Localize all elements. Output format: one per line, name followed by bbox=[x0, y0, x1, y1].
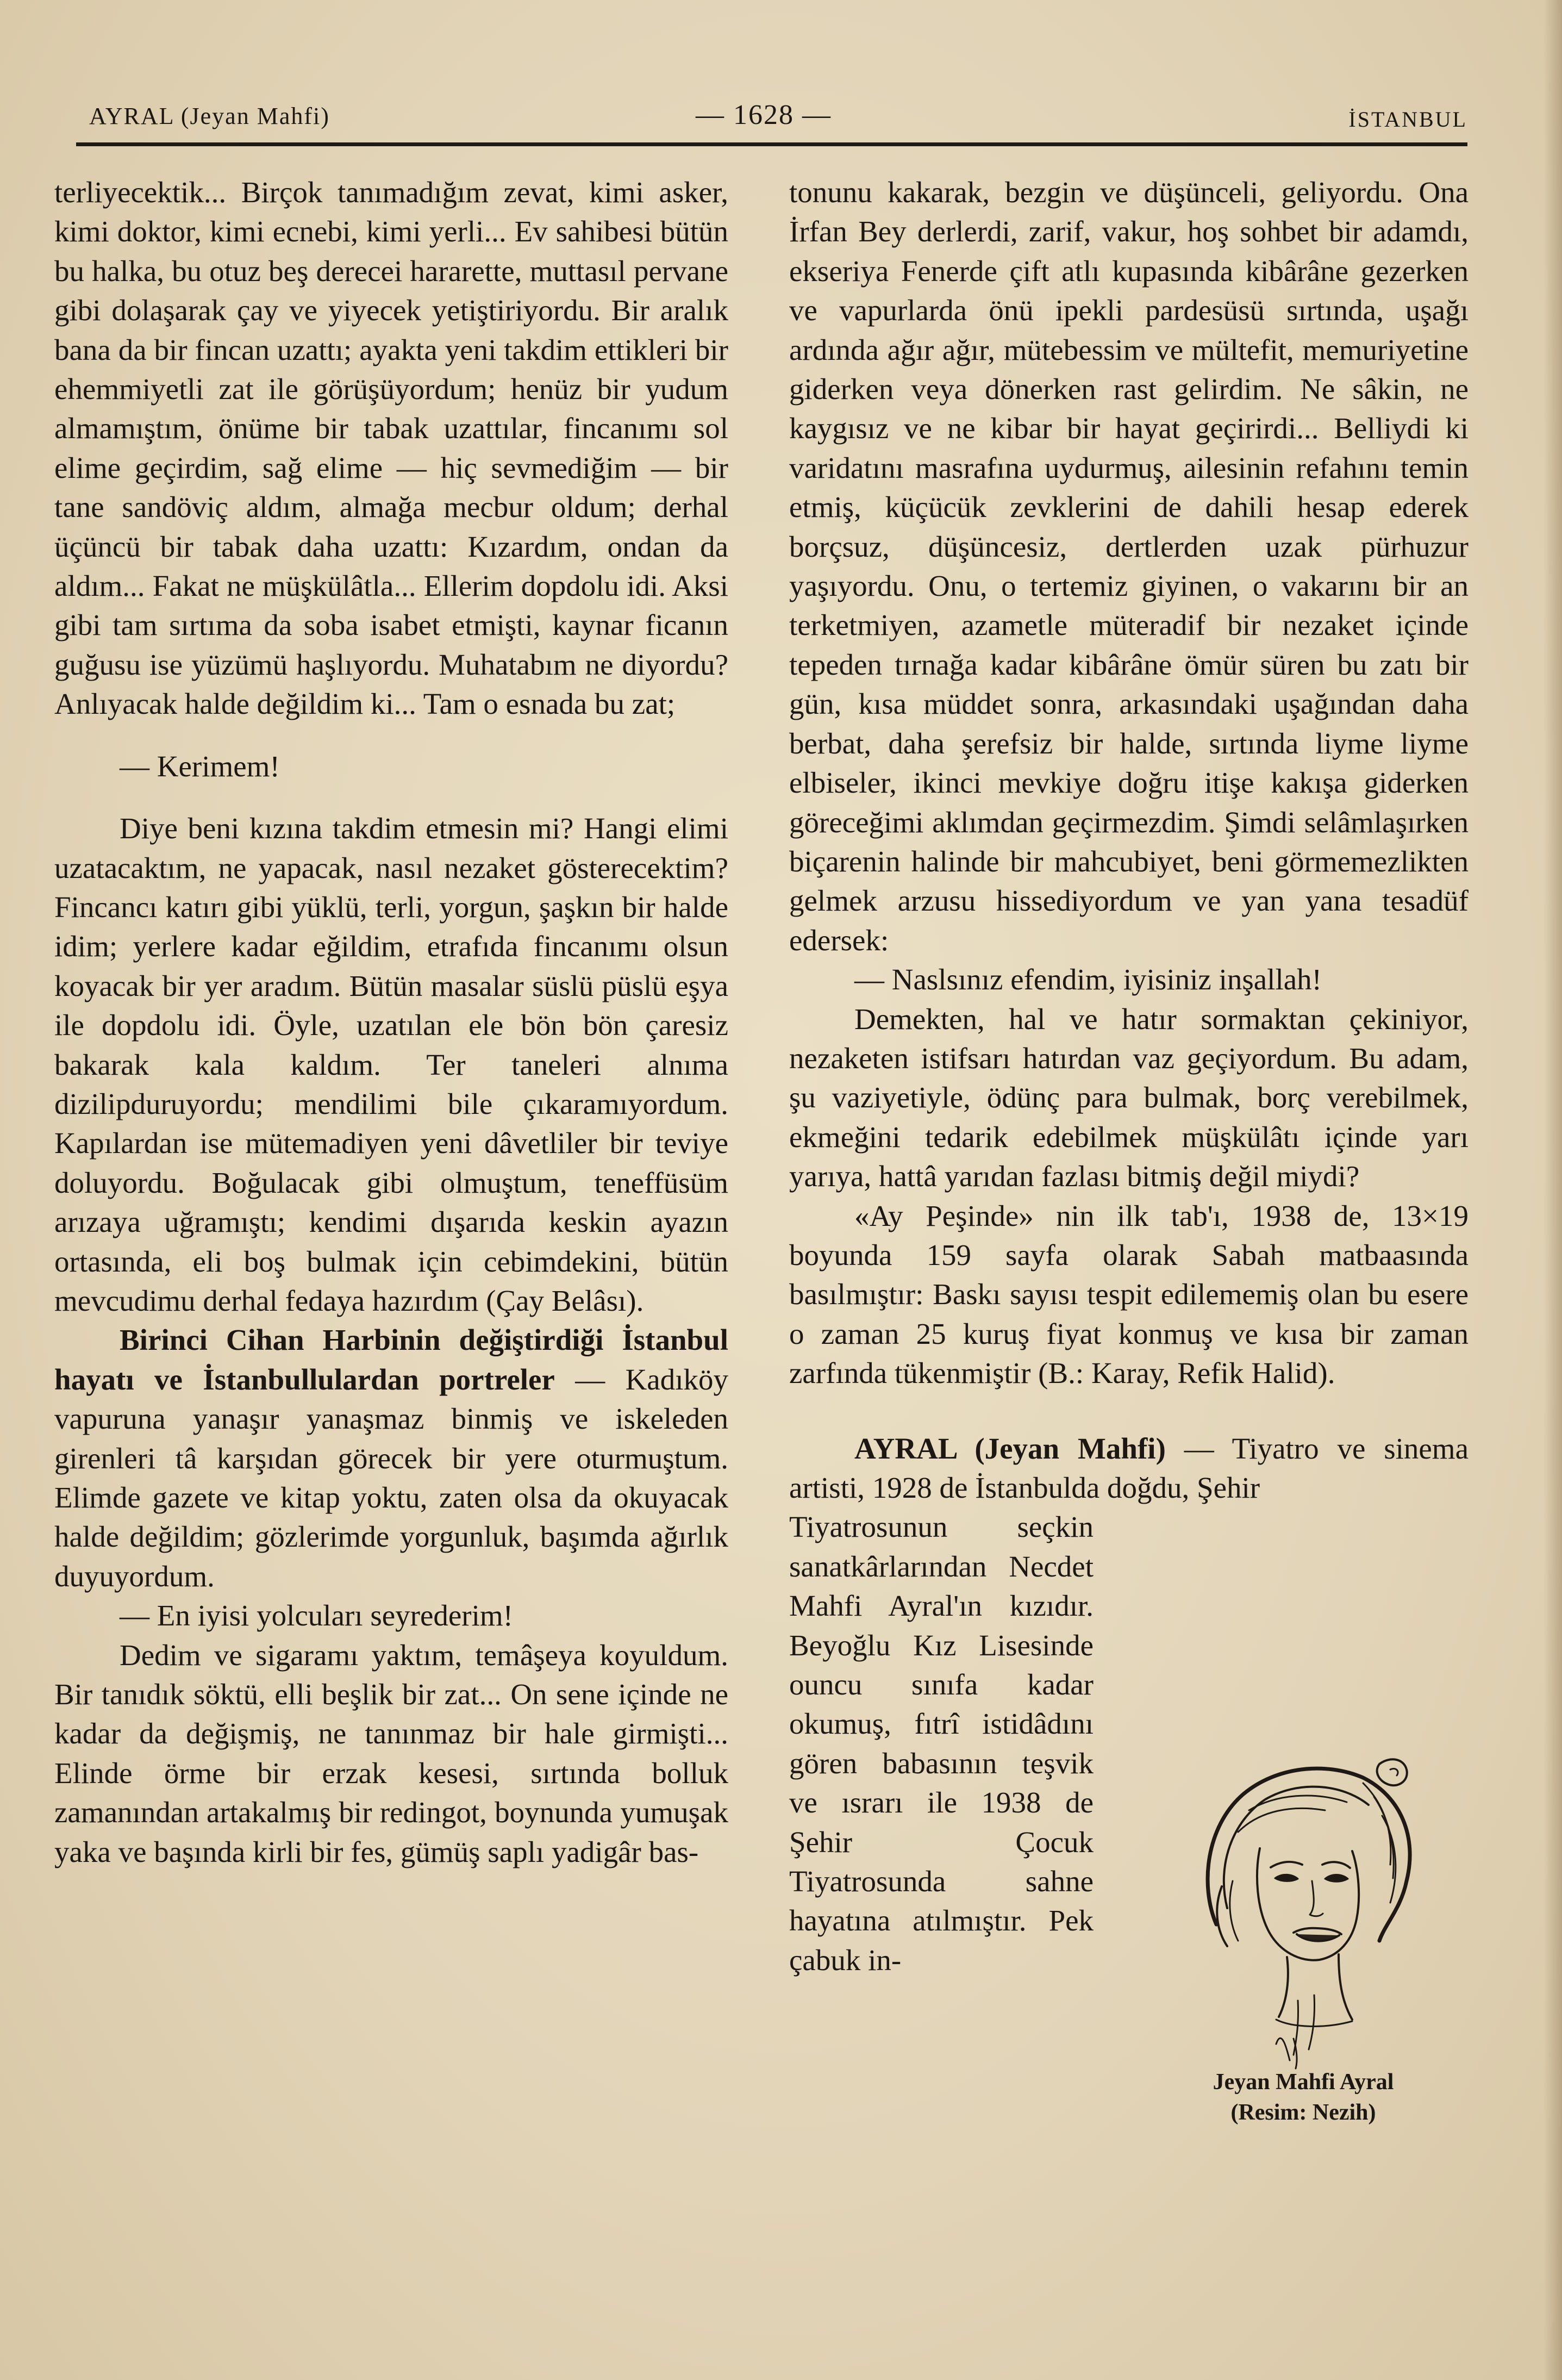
right-column bbox=[789, 173, 1469, 1980]
page-number: — 1628 — bbox=[696, 99, 832, 130]
header-publication-title: İSTANBUL bbox=[1348, 107, 1467, 132]
portrait-sketch-icon bbox=[1151, 1745, 1455, 2082]
spacer bbox=[789, 1393, 1469, 1429]
paragraph: tonunu kakarak, bezgin ve düşünceli, geliyordu. Ona İrfan Bey derlerdi, zarif, vakur, hoş sohbet bir adamdı, ekseriya Fenerde çift atlı kupasında kibârâne gezerken ve vapurlarda önü ipekli pardesüsü sırtında, uşağı ardında ağır ağır, mütebessim ve mültefit, memuriyetine giderken veya dönerken rast gelirdim. Ne sâkin, ne kaygısız ve ne kibar bir hayat geçirirdi... Belliydi ki varidatını masrafına uydurmuş, ailesinin refahını temin etmiş, küçücük zevklerini de dahili hesap ederek borçsuz, düşüncesiz, dertlerden uzak pürhuzur yaşıyordu. Onu, o tertemiz giyinen, o vakarını bir an terketmiyen, azametle müteradif bir nezaket içinde tepeden tırnağa kadar kibârâne ömür süren bu zatı bir gün, kısa müddet sonra, arkasındaki uşağından daha berbat, daha şerefsiz bir halde, sırtında liyme liyme elbiseler, ikinci mevkiye doğru itişe kakışa giderken göreceğimi aklımdan geçirmezdim. Şimdi selâmlaşırken biçarenin halinde bir mahcubiyet, beni görmemezlikten gelmek arzusu hissediyordum ve yan yana tesadüf edersek: bbox=[789, 176, 1469, 957]
caption-name: Jeyan Mahfi Ayral bbox=[1213, 2070, 1394, 2095]
entry-heading: AYRAL (Jeyan Mahfi) bbox=[854, 1431, 1166, 1465]
section-heading: Birinci Cihan Harbinin değiştirdiği İstanbul hayatı ve İstanbullulardan portreler bbox=[54, 1323, 728, 1396]
paragraph: terliyecektik... Birçok tanımadığım zevat, kimi asker, kimi doktor, kimi ecnebi, kimi yerli... Ev sahibesi bütün bu halka, bu otuz beş derecei hararette, muttasıl pervane gibi dolaşarak çay ve yiyecek yetiştiriyordu. Bir aralık bana da bir fincan uzattı; ayakta yeni takdim ettikleri bir ehemmiyetli zat ile görüşüyordum; henüz bir yudum almamıştım, önüme bir tabak uzattılar, fincanımı sol elime geçirdim, sağ elime — hiç sevmediğim — bir tane sandöviç aldım, almağa mecbur oldum; derhal üçüncü bir tabak daha uzattı: Kızardım, ondan da aldım... Fakat ne müşkülâtla... Ellerim dopdolu idi. Aksi gibi tam sırtıma da soba isabet etmişti, kaynar ficanın guğusu ise yüzümü haşlıyordu. Muhatabım ne diyordu? Anlıyacak halde değildim ki... Tam o esnada bu zat; bbox=[54, 176, 728, 721]
spacer bbox=[54, 724, 728, 747]
paragraph-beside-portrait: Tiyatrosunun seçkin sanatkârlarından Necdet Mahfi Ayral'ın kızıdır. Beyoğlu Kız Lisesinde ouncu sınıfa kadar okumuş, fıtrî istidâdını gören babasının teşvik ve ısrarı ile 1938 de Şehir Çocuk Tiyatrosunda sahne hayatına atılmıştır. Pek çabuk in- bbox=[789, 1510, 1094, 1977]
portrait-caption bbox=[1151, 2067, 1455, 2128]
section-text: — Kadıköy vapuruna yanaşır yanaşmaz binmiş ve iskeleden girenleri tâ karşıdan görecek bir yere oturmuştum. Elimde gazete ve kitap yoktu, zaten olsa da okuyacak halde değildim; gözlerimde yorgunluk, başımda ağırlık duyuyordum. bbox=[54, 1362, 728, 1593]
paragraph: «Ay Peşinde» nin ilk tab'ı, 1938 de, 13×19 boyunda 159 sayfa olarak Sabah matbaasında basılmıştır: Baskı sayısı tespit edilememiş olan bu esere o zaman 25 kuruş fiyat konmuş ve kısa bir zaman zarfında tükenmiştir (B.: Karay, Refik Halid). bbox=[789, 1199, 1469, 1390]
portrait-figure bbox=[1151, 1745, 1455, 2164]
header-rule bbox=[76, 142, 1467, 146]
caption-credit: (Resim: Nezih) bbox=[1230, 2100, 1376, 2125]
paragraph: Diye beni kızına takdim etmesin mi? Hangi elimi uzatacaktım, ne yapacak, nasıl nezaket gösterecektim? Fincancı katırı gibi yüklü, terli, yorgun, şaşkın bir halde idim; yerlere kadar eğildim, etrafıda fincanımı olsun koyacak bir yer aradım. Bütün masalar süslü püslü eşya ile dopdolu idi. Öyle, uzatılan ele bön bön çaresiz bakarak kala kaldım. Ter taneleri alnıma dizilipduruyordu; mendilimi bile çıkaramıyordum. Kapılardan ise mütemadiyen yeni dâvetliler bir teviye doluyordu. Boğulacak gibi olmuştum, teneffüsüm arızaya uğramıştı; kendimi dışarıda keskin ayazın ortasında, eli boş bulmak için cebimdekini, bütün mevcudimu derhal fedaya hazırdım (Çay Belâsı). bbox=[54, 812, 728, 1317]
left-column bbox=[54, 173, 728, 1872]
entry-text: — Tiyatro ve sinema artisti, 1928 de İstanbulda doğdu, Şehir bbox=[789, 1431, 1469, 1504]
paragraph: Demekten, hal ve hatır sormaktan çekiniyor, nezaketen istifsarı hatırdan vaz geçiyordum. Bu adam, şu vaziyetiyle, ödünç para bulmak, borç verebilmek, ekmeğini tedarik edebilmek müşkülâtı içinde yarı yarıya, hattâ yarıdan fazlası bitmiş değil miydi? bbox=[789, 1002, 1469, 1193]
binding-shadow bbox=[1544, 0, 1562, 2380]
section-paragraph bbox=[54, 1320, 728, 1596]
header-entry-title: AYRAL (Jeyan Mahfi) bbox=[89, 103, 330, 129]
dialogue-line: — Naslsınız efendim, iyisiniz inşallah! bbox=[854, 963, 1322, 996]
paragraph: Dedim ve sigaramı yaktım, temâşeya koyuldum. Bir tanıdık söktü, elli beşlik bir zat... On sene içinde ne kadar da değişmiş, ne tanınmaz bir hale girmişti... Elinde örme bir erzak kesesi, sırtında bolluk zamanından artakalmış bir redingot, boynunda yumuşak yaka ve başında kirli bir fes, gümüş saplı yadigâr bas- bbox=[54, 1638, 728, 1868]
dialogue-line: — Kerimem! bbox=[120, 749, 280, 783]
dialogue-line: — En iyisi yolcuları seyrederim! bbox=[120, 1599, 513, 1633]
spacer bbox=[54, 786, 728, 809]
entry-paragraph bbox=[789, 1429, 1469, 1508]
